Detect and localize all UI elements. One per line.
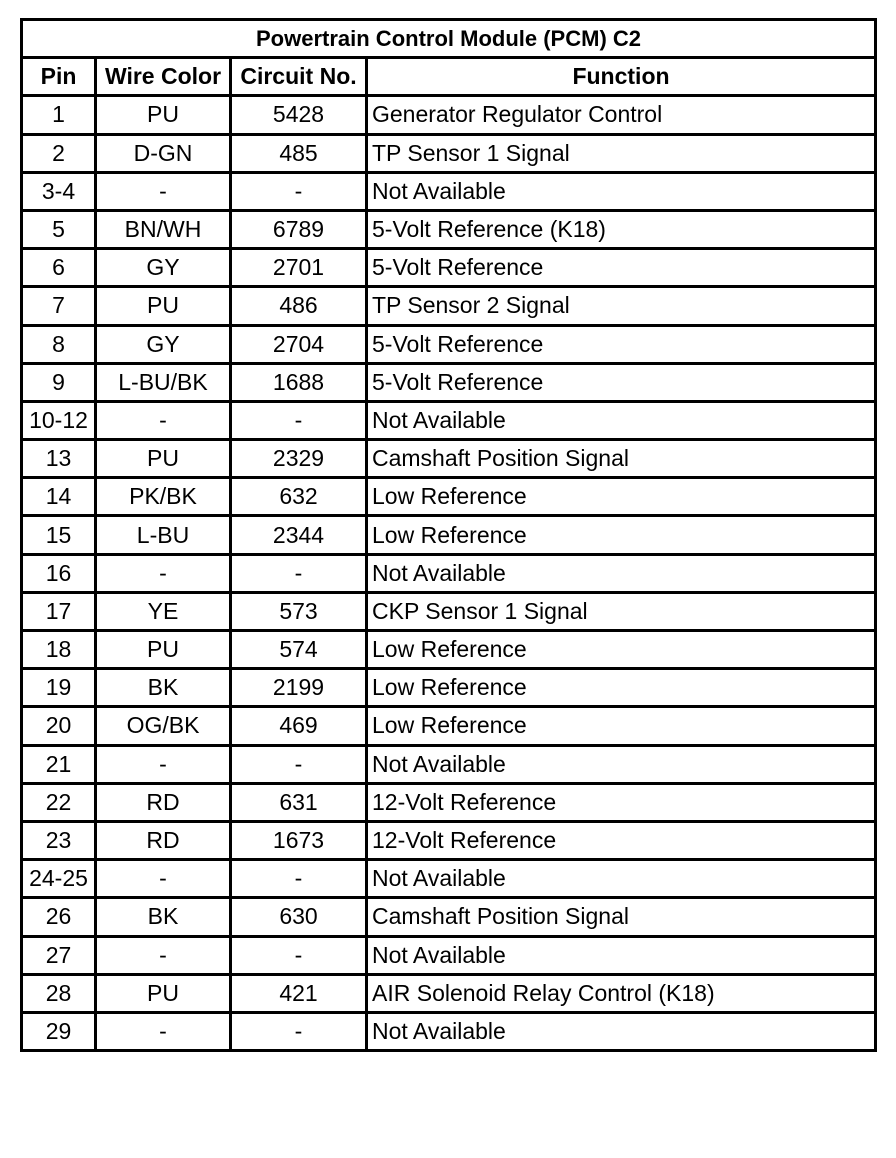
table-row	[22, 592, 876, 630]
circuit-no-cell: 2199	[231, 669, 367, 707]
table-row	[22, 707, 876, 745]
function-cell: 5-Volt Reference (K18)	[367, 210, 876, 248]
circuit-no-cell: 632	[231, 478, 367, 516]
wire-color-cell: GY	[96, 325, 231, 363]
wire-color-cell: YE	[96, 592, 231, 630]
wire-color-cell: -	[96, 401, 231, 439]
table-row	[22, 172, 876, 210]
table-row	[22, 287, 876, 325]
table-row	[22, 363, 876, 401]
wire-color-cell: -	[96, 1012, 231, 1050]
table-row	[22, 821, 876, 859]
pin-cell: 1	[22, 96, 96, 134]
pin-cell: 3-4	[22, 172, 96, 210]
function-cell: Low Reference	[367, 669, 876, 707]
circuit-no-cell: -	[231, 554, 367, 592]
header-pin: Pin	[22, 58, 96, 96]
circuit-no-cell: 630	[231, 898, 367, 936]
table-row	[22, 745, 876, 783]
wire-color-cell: RD	[96, 783, 231, 821]
header-wire-color: Wire Color	[96, 58, 231, 96]
function-cell: Not Available	[367, 745, 876, 783]
table-row	[22, 860, 876, 898]
circuit-no-cell: 574	[231, 631, 367, 669]
pin-cell: 20	[22, 707, 96, 745]
circuit-no-cell: 573	[231, 592, 367, 630]
pin-cell: 26	[22, 898, 96, 936]
circuit-no-cell: 1688	[231, 363, 367, 401]
table-row	[22, 134, 876, 172]
wire-color-cell: GY	[96, 249, 231, 287]
wire-color-cell: PU	[96, 974, 231, 1012]
function-cell: Not Available	[367, 936, 876, 974]
pin-cell: 9	[22, 363, 96, 401]
function-cell: 5-Volt Reference	[367, 249, 876, 287]
wire-color-cell: BK	[96, 669, 231, 707]
function-cell: Not Available	[367, 1012, 876, 1050]
pin-cell: 29	[22, 1012, 96, 1050]
function-cell: TP Sensor 1 Signal	[367, 134, 876, 172]
table-row	[22, 936, 876, 974]
pin-cell: 10-12	[22, 401, 96, 439]
table-row	[22, 440, 876, 478]
wire-color-cell: BN/WH	[96, 210, 231, 248]
function-cell: 5-Volt Reference	[367, 363, 876, 401]
pin-cell: 2	[22, 134, 96, 172]
table-row	[22, 669, 876, 707]
function-cell: Low Reference	[367, 478, 876, 516]
circuit-no-cell: 2704	[231, 325, 367, 363]
header-function: Function	[367, 58, 876, 96]
function-cell: AIR Solenoid Relay Control (K18)	[367, 974, 876, 1012]
table-row	[22, 783, 876, 821]
circuit-no-cell: 5428	[231, 96, 367, 134]
circuit-no-cell: 1673	[231, 821, 367, 859]
table-row	[22, 974, 876, 1012]
function-cell: TP Sensor 2 Signal	[367, 287, 876, 325]
table-row	[22, 1012, 876, 1050]
function-cell: Low Reference	[367, 631, 876, 669]
circuit-no-cell: -	[231, 745, 367, 783]
wire-color-cell: PK/BK	[96, 478, 231, 516]
table-row	[22, 631, 876, 669]
table-row	[22, 516, 876, 554]
function-cell: Camshaft Position Signal	[367, 440, 876, 478]
pin-cell: 21	[22, 745, 96, 783]
table-row	[22, 401, 876, 439]
connector-pinout-table	[20, 18, 877, 1052]
pin-cell: 28	[22, 974, 96, 1012]
pin-cell: 5	[22, 210, 96, 248]
circuit-no-cell: 2344	[231, 516, 367, 554]
pin-cell: 18	[22, 631, 96, 669]
table-title: Powertrain Control Module (PCM) C2	[22, 20, 876, 58]
wire-color-cell: PU	[96, 631, 231, 669]
circuit-no-cell: -	[231, 401, 367, 439]
header-circuit-no: Circuit No.	[231, 58, 367, 96]
wire-color-cell: PU	[96, 287, 231, 325]
pin-cell: 7	[22, 287, 96, 325]
wire-color-cell: -	[96, 936, 231, 974]
pin-cell: 19	[22, 669, 96, 707]
wire-color-cell: -	[96, 745, 231, 783]
circuit-no-cell: 2701	[231, 249, 367, 287]
circuit-no-cell: -	[231, 936, 367, 974]
pin-cell: 8	[22, 325, 96, 363]
pin-cell: 6	[22, 249, 96, 287]
pin-cell: 24-25	[22, 860, 96, 898]
pin-cell: 27	[22, 936, 96, 974]
function-cell: Generator Regulator Control	[367, 96, 876, 134]
wire-color-cell: OG/BK	[96, 707, 231, 745]
function-cell: 12-Volt Reference	[367, 783, 876, 821]
circuit-no-cell: 485	[231, 134, 367, 172]
table-row	[22, 96, 876, 134]
wire-color-cell: BK	[96, 898, 231, 936]
function-cell: Not Available	[367, 860, 876, 898]
table-row	[22, 478, 876, 516]
function-cell: 12-Volt Reference	[367, 821, 876, 859]
pin-cell: 22	[22, 783, 96, 821]
function-cell: Low Reference	[367, 516, 876, 554]
wire-color-cell: L-BU/BK	[96, 363, 231, 401]
wire-color-cell: RD	[96, 821, 231, 859]
wire-color-cell: D-GN	[96, 134, 231, 172]
pin-cell: 13	[22, 440, 96, 478]
function-cell: Not Available	[367, 401, 876, 439]
table-row	[22, 249, 876, 287]
wire-color-cell: -	[96, 860, 231, 898]
table-title-row	[22, 20, 876, 58]
function-cell: Not Available	[367, 554, 876, 592]
circuit-no-cell: 469	[231, 707, 367, 745]
circuit-no-cell: 631	[231, 783, 367, 821]
wire-color-cell: -	[96, 172, 231, 210]
table-body	[22, 96, 876, 1051]
function-cell: CKP Sensor 1 Signal	[367, 592, 876, 630]
pin-cell: 17	[22, 592, 96, 630]
wire-color-cell: L-BU	[96, 516, 231, 554]
circuit-no-cell: 6789	[231, 210, 367, 248]
circuit-no-cell: -	[231, 172, 367, 210]
circuit-no-cell: -	[231, 1012, 367, 1050]
circuit-no-cell: 2329	[231, 440, 367, 478]
pin-cell: 16	[22, 554, 96, 592]
circuit-no-cell: 421	[231, 974, 367, 1012]
function-cell: 5-Volt Reference	[367, 325, 876, 363]
pin-cell: 23	[22, 821, 96, 859]
table-row	[22, 210, 876, 248]
wire-color-cell: -	[96, 554, 231, 592]
function-cell: Not Available	[367, 172, 876, 210]
table-row	[22, 898, 876, 936]
function-cell: Low Reference	[367, 707, 876, 745]
table-header-row	[22, 58, 876, 96]
pin-cell: 14	[22, 478, 96, 516]
table-row	[22, 554, 876, 592]
function-cell: Camshaft Position Signal	[367, 898, 876, 936]
wire-color-cell: PU	[96, 440, 231, 478]
circuit-no-cell: 486	[231, 287, 367, 325]
wire-color-cell: PU	[96, 96, 231, 134]
pin-cell: 15	[22, 516, 96, 554]
circuit-no-cell: -	[231, 860, 367, 898]
table-row	[22, 325, 876, 363]
